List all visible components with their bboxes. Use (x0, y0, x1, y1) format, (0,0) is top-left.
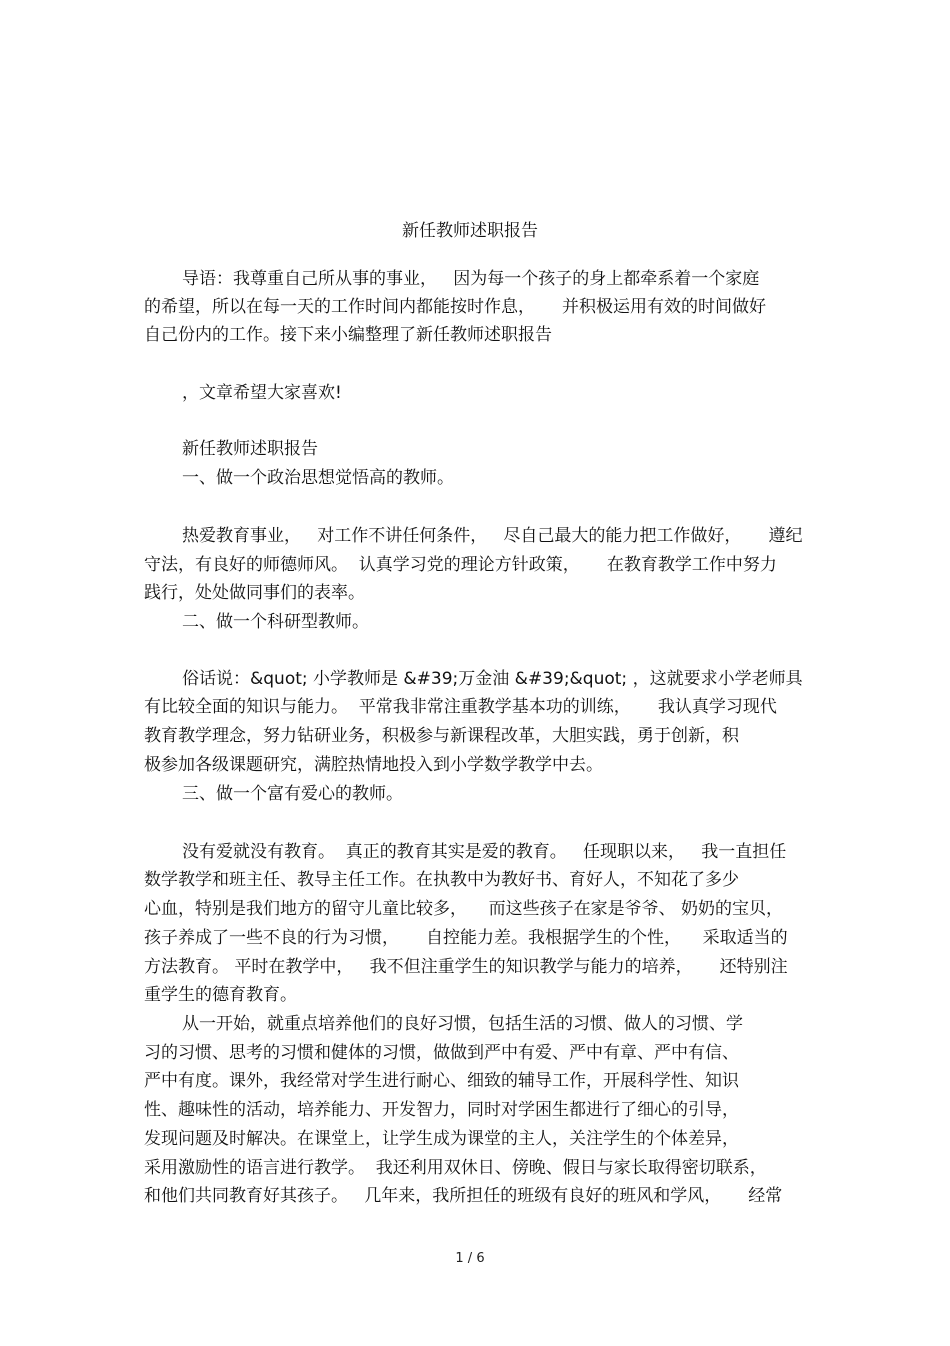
paragraph-line: 热爱教育事业， 对工作不讲任何条件， 尽自己最大的能力把工作做好， 遵纪 (182, 526, 803, 546)
paragraph-line: 守法，有良好的师德师风。 认真学习党的理论方针政策， 在教育教学工作中努力 (144, 555, 777, 575)
section-heading: 新任教师述职报告 (182, 439, 318, 459)
paragraph-line: 重学生的德育教育。 (144, 985, 297, 1005)
paragraph-line: 习的习惯、思考的习惯和健体的习惯，做做到严中有爱、严中有章、严中有信、 (144, 1043, 739, 1063)
paragraph-line: 践行，处处做同事们的表率。 (144, 583, 365, 603)
paragraph-line: 教育教学理念，努力钻研业务，积极参与新课程改革，大胆实践，勇于创新，积 (144, 726, 739, 746)
paragraph-line: 发现问题及时解决。在课堂上，让学生成为课堂的主人，关注学生的个体差异， (144, 1129, 739, 1149)
paragraph-line: 性、趣味性的活动，培养能力、开发智力，同时对学困生都进行了细心的引导， (144, 1100, 739, 1120)
paragraph-line: 从一开始，就重点培养他们的良好习惯，包括生活的习惯、做人的习惯、学 (182, 1014, 743, 1034)
paragraph-line: 极参加各级课题研究，满腔热情地投入到小学数学教学中去。 (144, 755, 603, 775)
paragraph-line: 方法教育。 平时在教学中， 我不但注重学生的知识教学与能力的培养， 还特别注 (144, 957, 788, 977)
paragraph-line: 有比较全面的知识与能力。 平常我非常注重教学基本功的训练， 我认真学习现代 (144, 697, 777, 717)
paragraph-line: ，文章希望大家喜欢! (182, 383, 342, 403)
paragraph-line: 严中有度。课外，我经常对学生进行耐心、细致的辅导工作，开展科学性、知识 (144, 1071, 739, 1091)
page-number: 1 / 6 (455, 1251, 485, 1266)
paragraph-line: 没有爱就没有教育。 真正的教育其实是爱的教育。 任现职以来， 我一直担任 (182, 842, 787, 862)
paragraph-line: 采用激励性的语言进行教学。 我还利用双休日、傍晚、假日与家长取得密切联系， (144, 1158, 767, 1178)
paragraph-line: 心血，特别是我们地方的留守儿童比较多， 而这些孩子在家是爷爷、 奶奶的宝贝， (144, 899, 784, 919)
document-title: 新任教师述职报告 (402, 221, 538, 241)
paragraph-line: 的希望，所以在每一天的工作时间内都能按时作息， 并积极运用有效的时间做好 (144, 297, 767, 317)
paragraph-line: 孩子养成了一些不良的行为习惯， 自控能力差。我根据学生的个性， 采取适当的 (144, 928, 788, 948)
section-heading: 一、做一个政治思想觉悟高的教师。 (182, 468, 454, 488)
section-heading: 三、做一个富有爱心的教师。 (182, 784, 403, 804)
paragraph-line: 数学教学和班主任、教导主任工作。在执教中为教好书、育好人，不知花了多少 (144, 870, 739, 890)
paragraph-line: 俗话说：&quot; 小学教师是 &#39;万金油 &#39;&quot; ，这就要求小学老师具 (182, 669, 803, 689)
paragraph-line: 导语：我尊重自己所从事的事业， 因为每一个孩子的身上都牵系着一个家庭 (182, 269, 760, 289)
paragraph-line: 和他们共同教育好其孩子。 几年来，我所担任的班级有良好的班风和学风， 经常 (144, 1186, 783, 1206)
section-heading: 二、做一个科研型教师。 (182, 612, 369, 632)
paragraph-line: 自己份内的工作。接下来小编整理了新任教师述职报告 (144, 325, 552, 345)
